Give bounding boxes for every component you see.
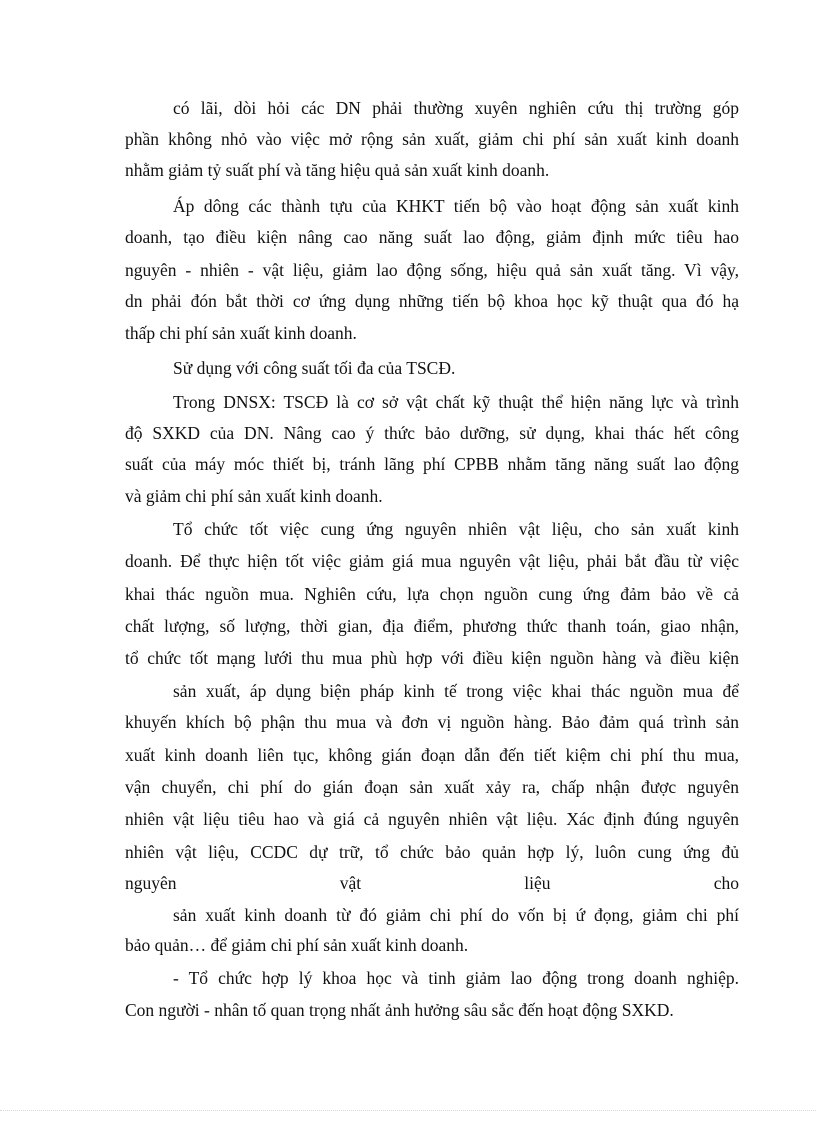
text-line: Áp dông các thành tựu của KHKT tiến bộ vào hoạt động sản xuất kinh (173, 196, 739, 216)
text-line: tổ chức tốt mạng lưới thu mua phù hợp với điều kiện nguồn hàng và điều kiện (125, 648, 739, 668)
text-line: Con người - nhân tố quan trọng nhất ảnh hưởng sâu sắc đến hoạt động SXKD. (125, 1000, 674, 1020)
text-line: nguyên vật liệu cho (125, 873, 739, 893)
text-line: nguyên - nhiên - vật liệu, giảm lao động sống, hiệu quả sản xuất tăng. Vì vậy, (125, 260, 739, 280)
text-line: doanh, tạo điều kiện nâng cao năng suất lao động, giảm định mức tiêu hao (125, 227, 739, 247)
text-line: Tổ chức tốt việc cung ứng nguyên nhiên vật liệu, cho sản xuất kinh (173, 519, 739, 539)
text-line: bảo quản… để giảm chi phí sản xuất kinh doanh. (125, 935, 469, 955)
text-line: doanh. Để thực hiện tốt việc giảm giá mua nguyên vật liệu, phải bắt đầu từ việc (125, 551, 739, 571)
text-line: nhằm giảm tỷ suất phí và tăng hiệu quả sản xuất kinh doanh. (125, 160, 550, 180)
text-line: Trong DNSX: TSCĐ là cơ sở vật chất kỹ thuật thể hiện năng lực và trình (173, 392, 739, 412)
text-line: sản xuất, áp dụng biện pháp kinh tế trong việc khai thác nguồn mua để (173, 681, 739, 701)
text-line: Sử dụng với công suất tối đa của TSCĐ. (173, 358, 456, 378)
text-line: xuất kinh doanh liên tục, không gián đoạn dẫn đến tiết kiệm chi phí thu mua, (125, 745, 739, 765)
text-line: sản xuất kinh doanh từ đó giảm chi phí do vốn bị ứ đọng, giảm chi phí (173, 905, 739, 925)
text-line: và giảm chi phí sản xuất kinh doanh. (125, 486, 383, 506)
text-line: suất của máy móc thiết bị, tránh lãng phí CPBB nhằm tăng năng suất lao động (125, 454, 739, 474)
text-line: nhiên vật liệu tiêu hao và giá cả nguyên nhiên vật liệu. Xác định đúng nguyên (125, 809, 739, 829)
text-line: nhiên vật liệu, CCDC dự trữ, tổ chức bảo quản hợp lý, luôn cung ứng đủ (125, 842, 739, 862)
text-line: có lãi, dòi hỏi các DN phải thường xuyên nghiên cứu thị trường góp (173, 98, 739, 118)
text-line: khai thác nguồn mua. Nghiên cứu, lựa chọn nguồn cung ứng đảm bảo về cả (125, 584, 739, 604)
text-line: thấp chi phí sản xuất kinh doanh. (125, 323, 357, 343)
text-line: độ SXKD của DN. Nâng cao ý thức bảo dưỡng, sử dụng, khai thác hết công (125, 423, 739, 443)
text-line: chất lượng, số lượng, thời gian, địa điểm, phương thức thanh toán, giao nhận, (125, 616, 739, 636)
text-line: vận chuyển, chi phí do gián đoạn sản xuất xảy ra, chấp nhận được nguyên (125, 777, 739, 797)
text-line: - Tổ chức hợp lý khoa học và tinh giảm lao động trong doanh nghiệp. (173, 968, 739, 988)
text-line: dn phải đón bắt thời cơ ứng dụng những tiến bộ khoa học kỹ thuật qua đó hạ (125, 291, 739, 311)
text-line: khuyến khích bộ phận thu mua và đơn vị nguồn hàng. Bảo đảm quá trình sản (125, 712, 739, 732)
text-line: phần không nhỏ vào việc mở rộng sản xuất, giảm chi phí sản xuất kinh doanh (125, 129, 739, 149)
page-divider (0, 1110, 816, 1111)
